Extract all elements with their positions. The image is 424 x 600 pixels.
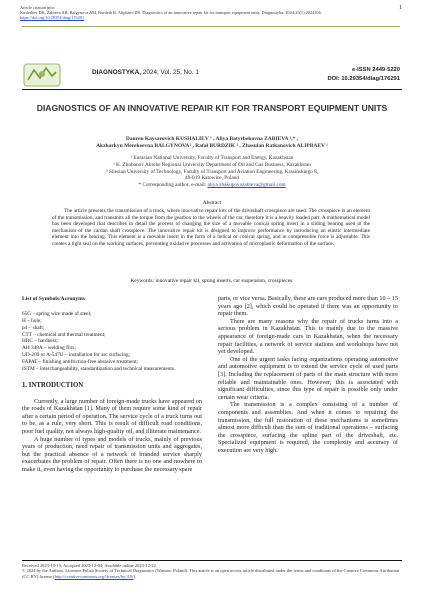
symbol-item: 65G – spring wire made of steel; (22, 311, 92, 318)
header-divider (22, 26, 400, 27)
journal-title: DIAGNOSTYKA, (92, 69, 141, 76)
footer-license: © 2024 by the Authors. Licensee Polish Society of Technical Diagnostics (Warsaw. Poland). This article is an open access article distributed under the terms and conditions of the Creative Commons Attribution (CC BY) license ( (22, 568, 400, 579)
symbol-item: p4 – shaft; (22, 324, 45, 331)
symbol-item: AH 348A – welding flux; (22, 345, 77, 352)
citation-text: Kushaliev DK, Zabieva AB, Balgynova AM, Burdzik R, Alipbaev ZR. Diagnostics of an innovative repair kit for transport equipment units. Diagnostyka. 2024;25(1):2024106. (20, 10, 322, 16)
symbol-item: H – hole; (22, 318, 42, 324)
section-title-introduction: 1. INTRODUCTION (22, 382, 84, 390)
doi: DOI: 10.29354/diag/176291 (327, 76, 400, 82)
left-column (22, 296, 202, 474)
affiliation-2: ² K. Zhubanov Aktobe Regional University Department of Oil and Gas Business, Kazakhstan (113, 161, 311, 168)
authors (40, 136, 384, 150)
issn-block (327, 66, 400, 84)
citation-label: Article citation info: (20, 5, 56, 10)
page-number: 1 (399, 5, 402, 11)
authors-line-1: Dauren Kaysarovich KUSHALIEV ¹ , Aliya Batyrbekovna ZABIEVA ¹,* , (125, 136, 299, 142)
corresponding-author: * Corresponding author, e-mail: (138, 182, 208, 189)
symbols-list (22, 311, 202, 372)
affiliation-3b: 40-019 Katowice, Poland (185, 175, 239, 182)
journal-name (92, 69, 199, 76)
right-paragraph-3: The transmission is a complex consisting of a number of components and assemblies. And when it comes to repairing the transmission, the full restoration of these mechanisms is sometimes almost more difficult than the sum of traditional operations – surfacing the crosspiece, surfacing the spline part of the driveshaft, etc. Specialized equipment is required, the complexity and accuracy of execution are very high. (218, 401, 398, 454)
intro-paragraph-1: Currently, a large number of foreign-made trucks have appeared on the roads of Kazakhstan [1]. Many of them require some kind of repair after a certain period of operation. The service cycle of a truck turns out to be, as a rule, very short. This is result of difficult road conditions, poor fuel quality, not always high-quality oil, and illiterate maintenance. (22, 397, 202, 435)
symbol-item: ISTM – interchangeability, standardization and technical measurements. (22, 365, 176, 372)
keywords: Keywords: innovative repair kit, spring inserts, car suspension, crosspieces. (130, 278, 294, 284)
journal-logo-icon (22, 54, 62, 94)
symbol-item: HRC – hardness; (22, 338, 59, 345)
journal-issue: 2024, Vol. 25, No. 1 (141, 69, 199, 76)
symbols-title: List of Symbols/Acronyms (22, 296, 85, 302)
footer-dates: Received 2023-10-13; Accepted 2023-12-04; Available online 2023-12-22 (22, 563, 156, 568)
citation-doi-link[interactable]: https://doi.org/10.29354/diag/176291 (20, 15, 85, 21)
abstract-label: Abstract (202, 200, 222, 206)
eissn: e-ISSN 2449-5220 (351, 67, 400, 73)
symbol-item: FAPAT – finishing antifriction-free abrasive treatment; (22, 358, 138, 365)
affiliation-3: ³ Silesian University of Technology, Faculty of Transport and Aviation Engineering, Krasińskiego 8, (105, 168, 319, 175)
right-paragraph-1: There are many reasons why the repair of trucks turns into a serious problem in Kazakhstan. This is mainly due to the massive appearance of foreign-made cars in Kazakhstan, when the necessary repair facilities, a network of service stations and workshops have not yet developed. (218, 317, 398, 356)
intro-paragraph-2: A huge number of types and models of trucks, mainly of previous years of production, need repair of transmission units and aggregates, but the practical absence of a network of branded service sharply exacerbates the problem of repair. Often there is no one and nowhere to make it, even having the opportunity to purchase the necessary spare (22, 435, 202, 473)
abstract-text: The article presents the transmission of a truck, where innovative repair kits of the driveshaft crosspiece are used. The crosspiece is an element of the transmission, and transmits all the torque from the gearbox to the wheels of the car, therefore it is a heavily loaded part. A mathematical model has been developed that describes in detail the process of changing the size of a movable conical spring insert in a sliding bearing used in the mechanism of the cardan shaft crosspiece. The innovative repair kit is designed to improve performance by introducing an elastic intermediate element into the bearing. This element is a movable insert in the form of a helical or conical spring, and in compressible force is adjustable. This creates a tight seal on the working surfaces, preventing oxidative processes and activation of microplastic deformation of the surface. (52, 208, 370, 247)
citation-info (20, 5, 380, 21)
affiliations (40, 155, 384, 189)
right-paragraph-0: parts, or vice versa. Basically, these are cars produced more than 10 – 15 years ago [2], which could be operated if there was an opportunity to repair them. (218, 295, 398, 318)
symbol-item: CTT – chemical and thermal treatment; (22, 331, 106, 338)
footer-divider (22, 560, 402, 561)
footer (22, 563, 402, 579)
right-column (218, 295, 398, 454)
affiliation-1: ¹ Eurasian National University, Faculty of Transport and Energy, Kazakhstan (130, 155, 294, 161)
author-email-link[interactable]: aliya.zhakupovazabieva@gmail.com (207, 182, 286, 189)
footer-license-end: ). (133, 573, 137, 579)
symbol-item: UD-209 or A-547U – installation for arc surfacing; (22, 351, 131, 358)
license-link[interactable]: http://creativecommons.org/licenses/by/4.0/ (54, 573, 134, 579)
title-divider (22, 89, 402, 90)
article-title: DIAGNOSTICS OF AN INNOVATIVE REPAIR KIT FOR TRANSPORT EQUIPMENT UNITS (36, 103, 388, 113)
right-paragraph-2: One of the urgent tasks facing organizations operating automotive and automotive equipment is to extend the service cycle of used parts [3]. Including the replacement of parts of the main structure with more reliable and maintainable ones. However, this is associated with significant difficulties, since this type of repair is possible only under certain wear criteria. (218, 355, 398, 401)
authors-line-2: Akzharkyn Merekeevna BALGYNOVA² , Rafał BURDZIK ³ , Zhasulan Ratkanovich ALIPBAEV ¹ (96, 143, 328, 150)
